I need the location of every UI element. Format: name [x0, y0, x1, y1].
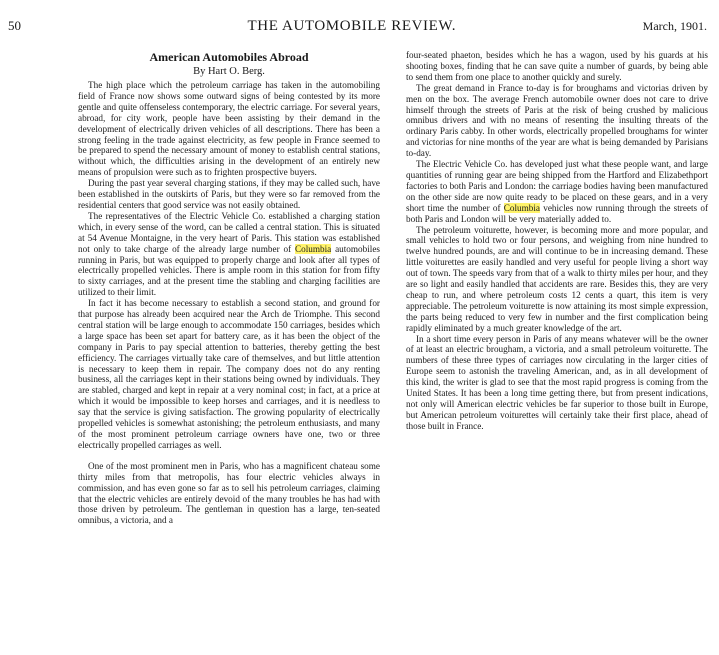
article-columns [78, 50, 708, 650]
paragraph: The Electric Vehicle Co. has developed just what these people want, and large quantities of running gear are being shipped from the Hartford and Elizabethport factories to both Paris and London: the carriage bodies having been manufactured on the other side are now quite ready to be placed on these gears, and in a very short time the number of Columbia vehicles now running through the streets of both Paris and London will be very materially added to. [406, 159, 708, 224]
journal-title: THE AUTOMOBILE REVIEW. [247, 18, 457, 34]
paragraph: One of the most prominent men in Paris, who has a magnificent chateau some thirty miles from that metropolis, has four electric vehicles always in commission, and has even gone so far as to sell his petroleum carriages, claiming that the electric vehicles are entirely devoid of the many troubles he has had with those driven by petroleum. The gentleman in question has a large, ten-seated omnibus, a victoria, and a [78, 460, 380, 526]
paragraph: During the past year several charging stations, if they may be called such, have been established in the outskirts of Paris, but they were so far removed from the residential centers that good service was not easily obtained. [78, 178, 380, 210]
paragraph: The petroleum voiturette, however, is becoming more and more popular, and small vehicles to hold two or four persons, and weighing from nine hundred to twelve hundred pounds, are and will continue to be in increasing demand. These little voiturettes are easily handled and very useful for people living a short way out of town. The speeds vary from that of a walk to thirty miles per hour, and they are so light and easily handled that accidents are rare. Besides this, they are very cheap to run, and where petroleum costs 12 cents a quart, this item is very appreciable. The petroleum voiturette is now attaining its most simple expression, the parts being reduced to very few in number and the first complication being rapidly eliminated by a much greater knowledge of the art. [406, 224, 708, 333]
highlighted-term: Columbia [503, 202, 541, 213]
paragraph: The high place which the petroleum carriage has taken in the automobiling field of France now shows some outward signs of being contested by its more gentle and quite offenseless contemporary, the electric carriage. For several years, abroad, for city work, people have been assisting by their demand in the development of electrically driven vehicles of all descriptions. There has been a strong feeling in the trade against electricity, as few people in France seemed to be prepared to spend the necessary amount of money to establish central stations, without which, the difficulties arising in the development of an entirely new means of propulsion were such as to frighten prospective buyers. [78, 80, 380, 178]
issue-date: March, 1901. [642, 19, 707, 33]
page-number: 50 [8, 18, 21, 33]
right-column [406, 50, 708, 650]
left-column [78, 50, 380, 650]
paragraph-continued: four-seated phaeton, besides which he has a wagon, used by his guards at his shooting boxes, finding that he can save quite a number of guards, by being able to send them from one place to another quickly and surely. [406, 50, 708, 82]
paragraph: The representatives of the Electric Vehicle Co. established a charging station which, in every sense of the word, can be called a central station. This is situated at 54 Avenue Montaigne, in the very heart of Paris. This station was established not only to take charge of the already large number of Columbia automobiles running in Paris, but was equipped to properly charge and look after all types of electrically propelled vehicles. There is ample room in this station for from fifty to sixty carriages, and at the present time the stabling and charging facilities are utilized to their limit. [78, 210, 380, 298]
article-byline: By Hart O. Berg. [193, 66, 265, 77]
paragraph: In fact it has become necessary to establish a second station, and ground for that purpose has already been acquired near the Arch de Triomphe. This second central station will be large enough to accommodate 150 carriages, besides which a large space has been set apart for battery care, as it has been the object of the company in Paris to pay special attention to batteries, thereby getting the best efficiency. The carriages virtually take care of themselves, and but little attention is necessary to keep them in repair. The company does not do any renting business, all the carriages kept in their stations being owned by individuals. They are stabled, charged and kept in repair at a very nominal cost; in fact, at a price at which it would be impossible to keep horses and carriages, and it is needless to say that the service is giving satisfaction. The growing popularity of electrically propelled vehicles is somewhat astonishing; the petroleum enthusiasts, and many of the most prominent petroleum carriage owners have one, two or three electrically propelled carriages as well. [78, 298, 380, 450]
running-head [8, 18, 707, 38]
paragraph: The great demand in France to-day is for broughams and victorias driven by men on the box. The average French automobile owner does not care to drive himself through the streets of Paris at the risk of being crushed by malicious omnibus drivers and with no means of resenting the insulting threats of the ordinary Paris cabby. In other words, electrically propelled broughams for winter and victorias for nine months of the year are what is being demanded by Parisians to-day. [406, 82, 708, 159]
highlighted-term: Columbia [294, 243, 332, 254]
article-title: American Automobiles Abroad [149, 50, 309, 64]
paragraph: In a short time every person in Paris of any means whatever will be the owner of at least an electric brougham, a victoria, and a small petroleum voiturette. The numbers of these three types of carriages now circulating in the larger cities of Europe seem to astonish the traveling American, and, as in all development of this kind, the writer is glad to see that the most rapid progress is coming from the United States. It has been a long time getting there, but from present indications, not only will American electric vehicles be far superior to those built in Europe, but American petroleum voiturettes will certainly take their first place, ahead of those built in France. [406, 333, 708, 431]
